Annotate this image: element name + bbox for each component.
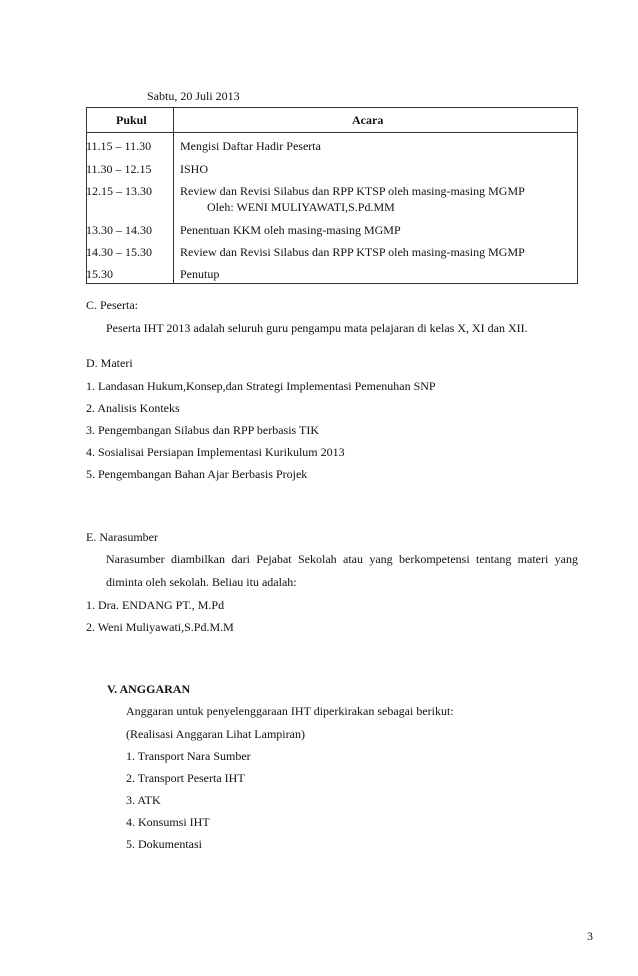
header-activity: Acara: [352, 113, 384, 127]
table-column-divider: [173, 108, 174, 283]
list-item: 2. Analisis Konteks: [86, 401, 180, 415]
anggaran-heading: V. ANGGARAN: [107, 682, 191, 696]
list-item: 4. Sosialisai Persiapan Implementasi Kurikulum 2013: [86, 445, 345, 459]
list-item: 1. Dra. ENDANG PT., M.Pd: [86, 598, 225, 612]
row-activity: Penentuan KKM oleh masing-masing MGMP: [180, 223, 401, 237]
list-item: 2. Weni Muliyawati,S.Pd.M.M: [86, 620, 234, 634]
page-number: 3: [587, 929, 593, 943]
table-header-divider: [87, 132, 577, 133]
list-item: 4. Konsumsi IHT: [126, 815, 210, 829]
row-activity: Oleh: WENI MULIYAWATI,S.Pd.MM: [207, 200, 395, 214]
row-time: 11.15 – 11.30: [86, 139, 152, 153]
narasumber-text-line2: diminta oleh sekolah. Beliau itu adalah:: [106, 575, 297, 589]
header-time: Pukul: [116, 113, 147, 127]
schedule-date: Sabtu, 20 Juli 2013: [147, 89, 240, 103]
row-activity: ISHO: [180, 162, 209, 176]
list-item: 5. Dokumentasi: [126, 837, 202, 851]
narasumber-heading: E. Narasumber: [86, 530, 158, 544]
row-time: 15.30: [86, 267, 113, 281]
narasumber-text-line1: Narasumber diambilkan dari Pejabat Sekolah atau yang berkompetensi tentang materi yang: [106, 552, 578, 566]
list-item: 5. Pengembangan Bahan Ajar Berbasis Projek: [86, 467, 308, 481]
list-item: 3. Pengembangan Silabus dan RPP berbasis TIK: [86, 423, 319, 437]
anggaran-note: (Realisasi Anggaran Lihat Lampiran): [126, 727, 305, 741]
row-activity: Mengisi Daftar Hadir Peserta: [180, 139, 321, 153]
row-activity: Penutup: [180, 267, 220, 281]
list-item: 1. Landasan Hukum,Konsep,dan Strategi Implementasi Pemenuhan SNP: [86, 379, 436, 393]
list-item: 2. Transport Peserta IHT: [126, 771, 245, 785]
row-time: 13.30 – 14.30: [86, 223, 152, 237]
list-item: 3. ATK: [126, 793, 161, 807]
row-time: 11.30 – 12.15: [86, 162, 152, 176]
peserta-heading: C. Peserta:: [86, 298, 138, 312]
row-time: 14.30 – 15.30: [86, 245, 152, 259]
anggaran-intro: Anggaran untuk penyelenggaraan IHT diperkirakan sebagai berikut:: [126, 704, 454, 718]
peserta-text: Peserta IHT 2013 adalah seluruh guru pengampu mata pelajaran di kelas X, XI dan XII.: [106, 321, 528, 335]
row-activity: Review dan Revisi Silabus dan RPP KTSP oleh masing-masing MGMP: [180, 245, 525, 259]
materi-heading: D. Materi: [86, 356, 133, 370]
schedule-table: [86, 107, 578, 284]
row-time: 12.15 – 13.30: [86, 184, 152, 198]
row-activity: Review dan Revisi Silabus dan RPP KTSP oleh masing-masing MGMP: [180, 184, 525, 198]
list-item: 1. Transport Nara Sumber: [126, 749, 251, 763]
